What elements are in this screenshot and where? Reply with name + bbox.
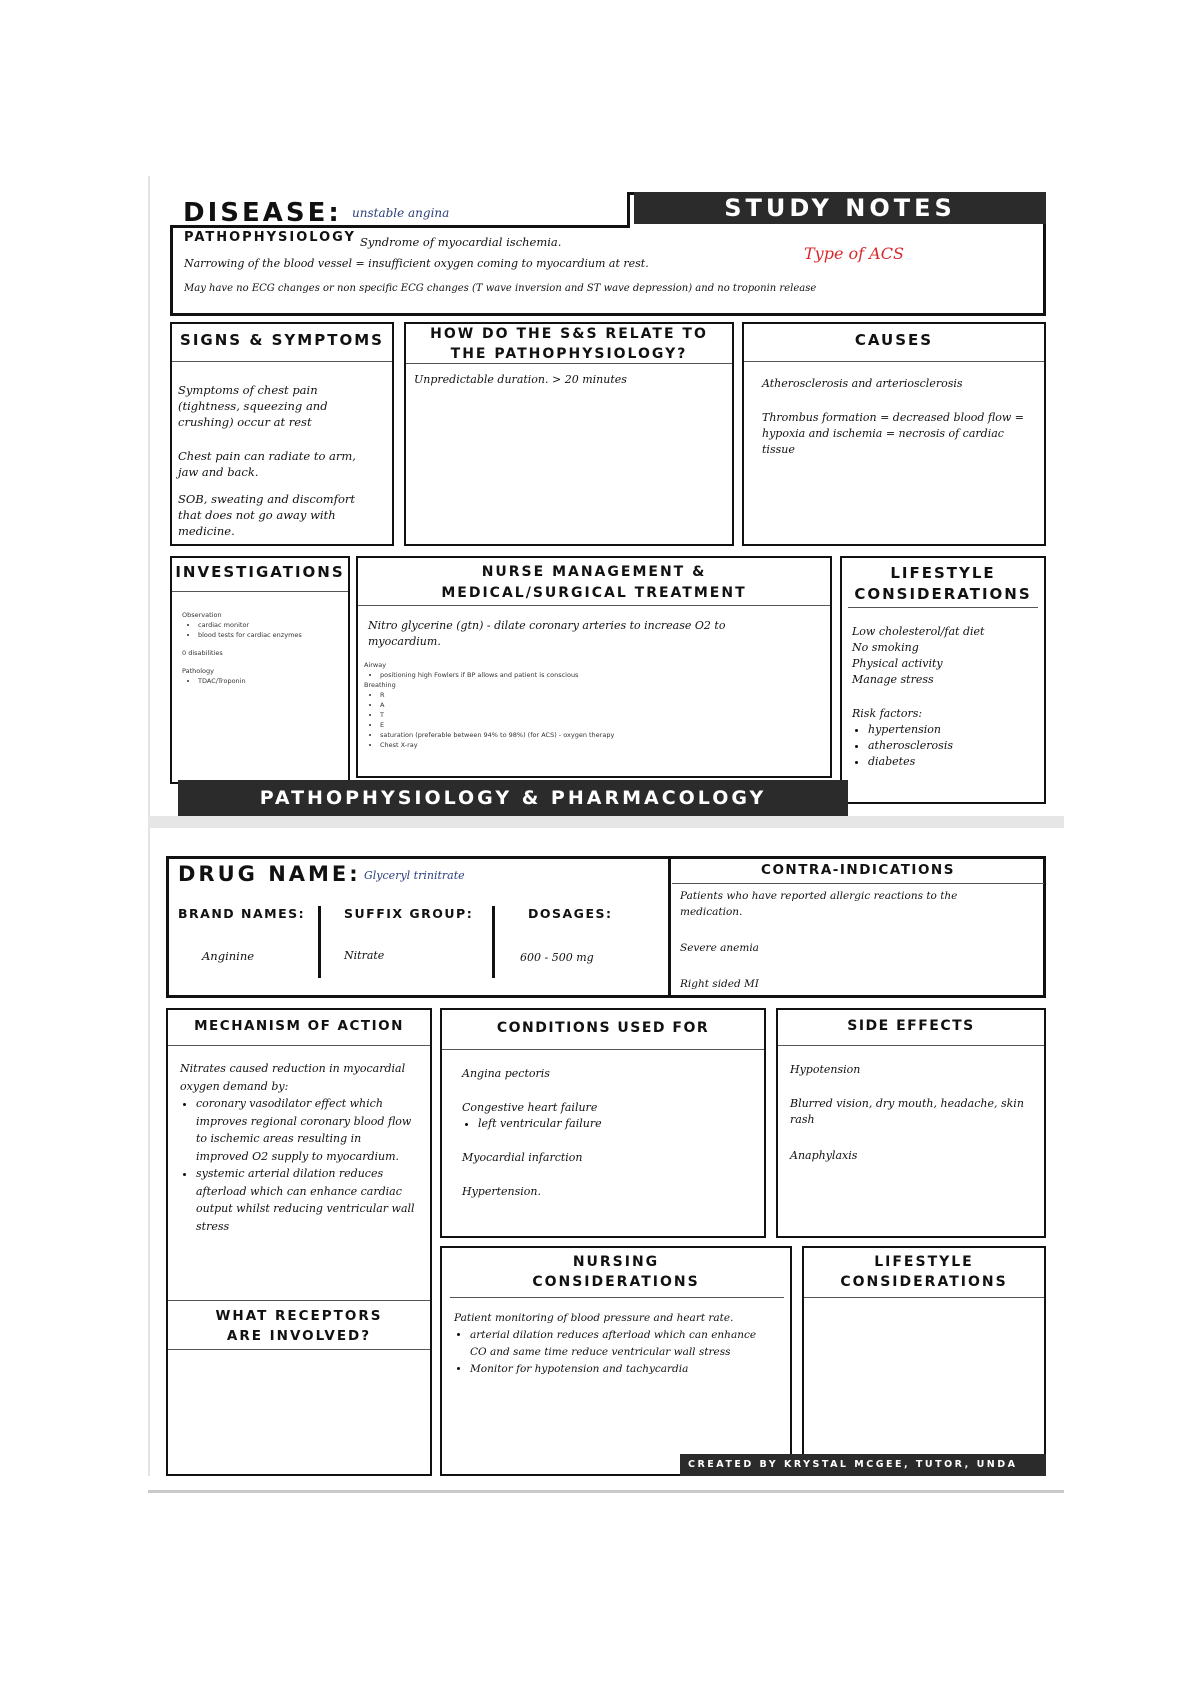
inv-b1: • cardiac monitor bbox=[198, 620, 342, 630]
lifestyle1-r2: • atherosclerosis bbox=[868, 738, 1038, 754]
contra-p2: Severe anemia bbox=[680, 942, 759, 954]
lifestyle1-i2: No smoking bbox=[852, 641, 919, 654]
study-notes-banner: STUDY NOTES bbox=[634, 192, 1046, 224]
lifestyle1-title-1: LIFESTYLE bbox=[890, 564, 996, 582]
nurse-b-r: • R bbox=[380, 690, 824, 700]
causes-p1: Atherosclerosis and arteriosclerosis bbox=[762, 377, 963, 390]
lifestyle1-i1: Low cholesterol/fat diet bbox=[852, 625, 985, 638]
nursing-content bbox=[454, 1310, 774, 1378]
disease-label: DISEASE: bbox=[183, 198, 342, 228]
brand-value: Anginine bbox=[202, 949, 255, 963]
patho-line-3: May have no ECG changes or non specific ECG changes (T wave inversion and ST wave depression) and no troponin release bbox=[184, 283, 817, 294]
inv-observation: Observation bbox=[182, 611, 222, 619]
nurse-title-1: NURSE MANAGEMENT & bbox=[481, 564, 707, 580]
mechanism-title: MECHANISM OF ACTION bbox=[168, 1016, 430, 1046]
pathophysiology-label: PATHOPHYSIOLOGY bbox=[184, 230, 356, 245]
lifestyle1-list bbox=[852, 624, 1038, 770]
relate-title-2: THE PATHOPHYSIOLOGY? bbox=[450, 346, 688, 362]
contra-p3: Right sided MI bbox=[680, 978, 759, 990]
nursing-b2: • Monitor for hypotension and tachycardia bbox=[470, 1361, 774, 1378]
conditions-title: CONDITIONS USED FOR bbox=[442, 1018, 764, 1050]
signs-p3: SOB, sweating and discomfort that does not go away with medicine. bbox=[178, 492, 355, 538]
dosage-value: 600 - 500 mg bbox=[520, 951, 594, 964]
receptors-title-1: WHAT RECEPTORS bbox=[215, 1308, 383, 1324]
causes-title: CAUSES bbox=[744, 330, 1044, 362]
investigations-list bbox=[182, 610, 342, 686]
inv-pathology: Pathology bbox=[182, 667, 215, 675]
nursing-title-2: CONSIDERATIONS bbox=[532, 1274, 700, 1290]
nurse-airway-b1: • positioning high Fowlers if BP allows and patient is conscious bbox=[380, 670, 824, 680]
nurse-abc-list bbox=[364, 660, 824, 750]
patho-pharm-banner: PATHOPHYSIOLOGY & PHARMACOLOGY bbox=[178, 780, 848, 816]
condition-4: Hypertension. bbox=[462, 1185, 541, 1198]
relate-title-1: HOW DO THE S&S RELATE TO bbox=[430, 326, 708, 342]
side-effects-p1: Hypotension bbox=[790, 1063, 861, 1076]
condition-1: Angina pectoris bbox=[462, 1067, 550, 1080]
signs-title: SIGNS & SYMPTOMS bbox=[172, 330, 392, 362]
suffix-label: SUFFIX GROUP: bbox=[344, 906, 474, 921]
nursing-title-1: NURSING bbox=[572, 1254, 660, 1270]
relate-p1: Unpredictable duration. > 20 minutes bbox=[414, 373, 627, 386]
nurse-b-sat: • saturation (preferable between 94% to 98%) (for ACS) - oxygen therapy bbox=[380, 730, 824, 740]
side-effects-p2: Blurred vision, dry mouth, headache, skin rash bbox=[790, 1097, 1024, 1126]
lifestyle1-r3: • diabetes bbox=[868, 754, 1038, 770]
type-note: Type of ACS bbox=[804, 244, 904, 263]
bottom-rule bbox=[148, 1490, 1064, 1493]
mechanism-b1: • coronary vasodilator effect which improves regional coronary blood flow to ischemic areas resulting in improved O2 supply to myocardium. bbox=[196, 1095, 416, 1165]
patho-line-1: Syndrome of myocardial ischemia. bbox=[360, 235, 562, 249]
lifestyle1-i4: Manage stress bbox=[852, 673, 934, 686]
mechanism-content bbox=[180, 1060, 416, 1235]
causes-p2: Thrombus formation = decreased blood flow = hypoxia and ischemia = necrosis of cardiac tissue bbox=[762, 411, 1024, 456]
nurse-b-t: • T bbox=[380, 710, 824, 720]
nurse-p1: Nitro glycerine (gtn) - dilate coronary arteries to increase O2 to myocardium. bbox=[368, 619, 726, 648]
side-effects-title: SIDE EFFECTS bbox=[778, 1016, 1044, 1046]
dosage-label: DOSAGES: bbox=[528, 906, 613, 921]
drug-label: DRUG NAME: bbox=[178, 862, 361, 886]
suffix-divider bbox=[492, 906, 495, 978]
signs-p1: Symptoms of chest pain (tightness, squeezing and crushing) occur at rest bbox=[178, 383, 328, 429]
receptors-title-2: ARE INVOLVED? bbox=[226, 1328, 372, 1344]
patho-line-2: Narrowing of the blood vessel = insufficient oxygen coming to myocardium at rest. bbox=[184, 257, 649, 270]
nurse-b-a: • A bbox=[380, 700, 824, 710]
disease-value: unstable angina bbox=[352, 206, 450, 220]
condition-2b: • left ventricular failure bbox=[478, 1116, 752, 1132]
contra-p1: Patients who have reported allergic reactions to the medication. bbox=[680, 890, 958, 918]
signs-p2: Chest pain can radiate to arm, jaw and back. bbox=[178, 449, 356, 479]
mechanism-b2: • systemic arterial dilation reduces afterload which can enhance cardiac output whilst reducing ventricular wall stress bbox=[196, 1165, 416, 1235]
investigations-title: INVESTIGATIONS bbox=[172, 562, 348, 592]
suffix-value: Nitrate bbox=[344, 949, 385, 962]
nurse-b-xray: • Chest X-ray bbox=[380, 740, 824, 750]
inv-disabilities: 0 disabilities bbox=[182, 649, 223, 657]
brand-divider bbox=[318, 906, 321, 978]
lifestyle1-r1: • hypertension bbox=[868, 722, 1038, 738]
credit-banner: CREATED BY KRYSTAL MCGEE, TUTOR, UNDA bbox=[680, 1454, 1046, 1476]
lifestyle1-i3: Physical activity bbox=[852, 657, 943, 670]
lifestyle1-title-2: CONSIDERATIONS bbox=[854, 585, 1032, 603]
nursing-p1: Patient monitoring of blood pressure and heart rate. bbox=[454, 1312, 734, 1324]
drug-divider bbox=[668, 856, 671, 998]
side-effects-p3: Anaphylaxis bbox=[790, 1149, 858, 1162]
nurse-b-e: • E bbox=[380, 720, 824, 730]
sheet-separator bbox=[148, 816, 1064, 828]
lifestyle1-risk: Risk factors: bbox=[852, 707, 923, 720]
inv-b3: • TDAC/Troponin bbox=[198, 676, 342, 686]
nursing-b1: • arterial dilation reduces afterload which can enhance CO and same time reduce ventricular wall stress bbox=[470, 1327, 774, 1361]
nurse-airway: Airway bbox=[364, 661, 387, 669]
condition-3: Myocardial infarction bbox=[462, 1151, 583, 1164]
brand-label: BRAND NAMES: bbox=[178, 906, 306, 921]
condition-2: Congestive heart failure bbox=[462, 1101, 598, 1114]
nurse-breathing: Breathing bbox=[364, 681, 396, 689]
conditions-list bbox=[462, 1066, 752, 1200]
mechanism-p1: Nitrates caused reduction in myocardial oxygen demand by: bbox=[180, 1062, 406, 1093]
contra-title: CONTRA-INDICATIONS bbox=[672, 860, 1044, 884]
drug-value: Glyceryl trinitrate bbox=[364, 869, 465, 882]
lifestyle2-title-1: LIFESTYLE bbox=[874, 1254, 974, 1270]
inv-b2: • blood tests for cardiac enzymes bbox=[198, 630, 342, 640]
lifestyle2-title-2: CONSIDERATIONS bbox=[840, 1274, 1008, 1290]
nurse-title-2: MEDICAL/SURGICAL TREATMENT bbox=[441, 585, 747, 601]
